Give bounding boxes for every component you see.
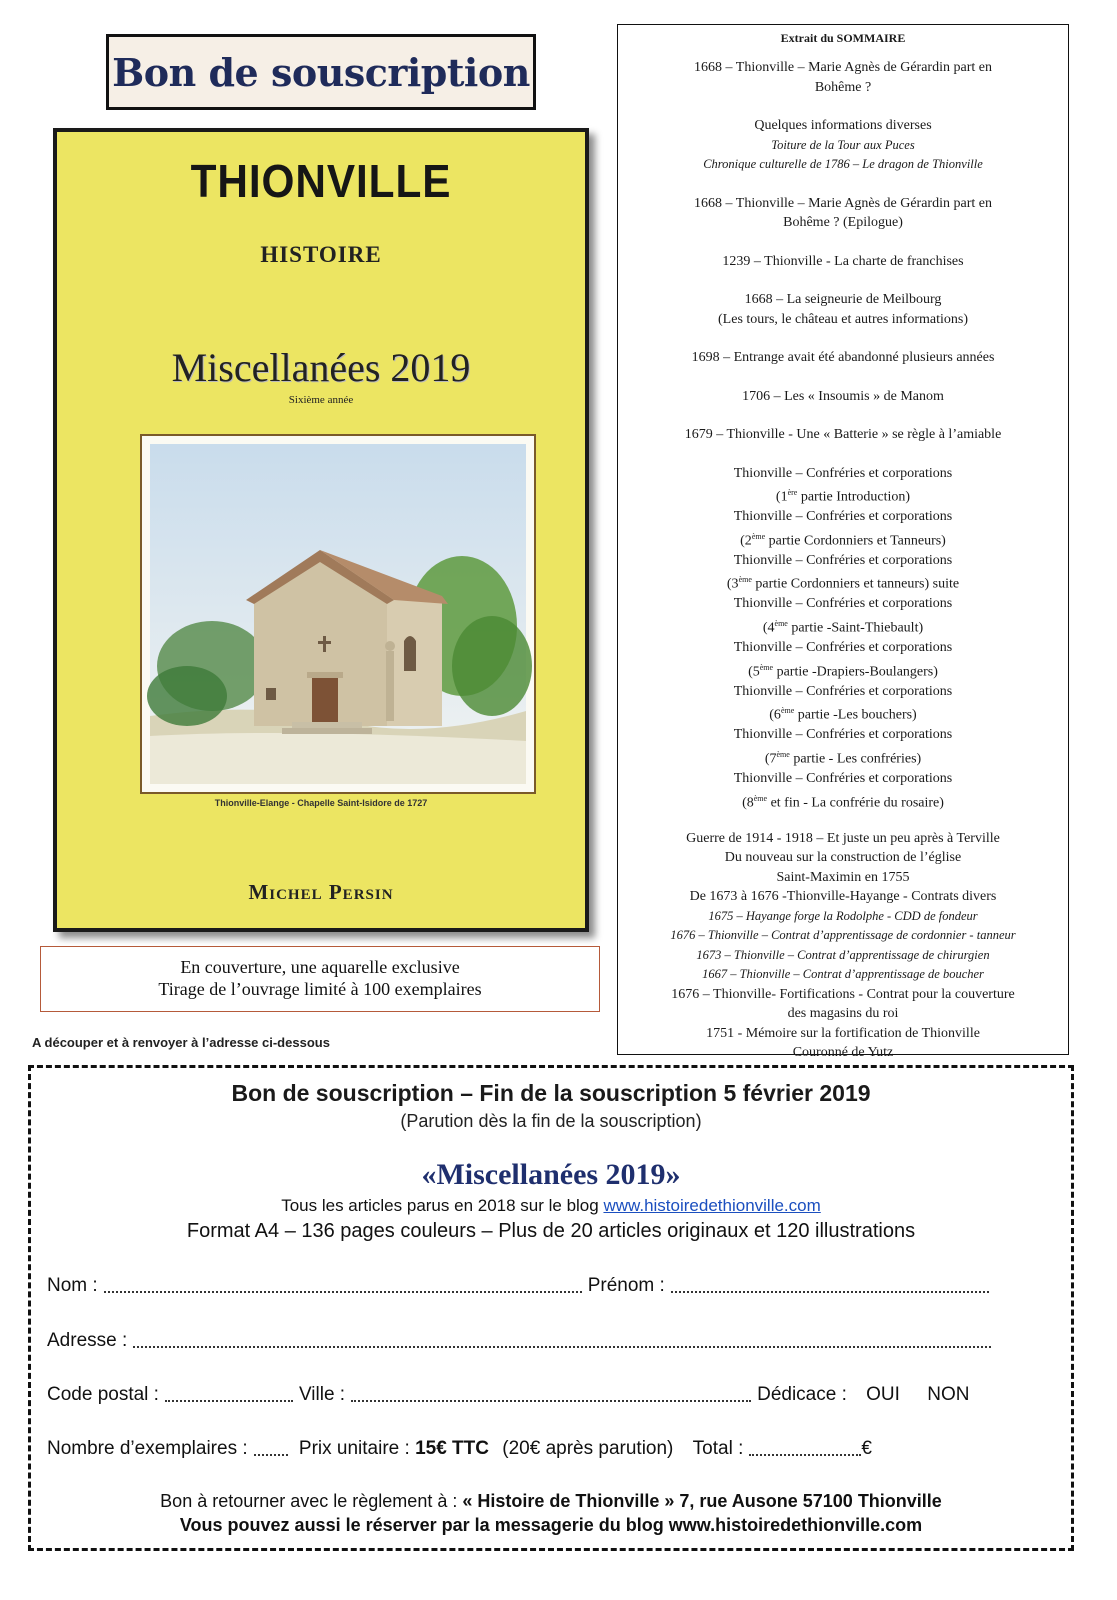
sommaire-entry: Thionville – Confréries et corporations <box>733 771 953 787</box>
code-postal-label: Code postal : <box>47 1384 159 1405</box>
note-line-1: En couverture, une aquarelle exclusive <box>180 957 460 977</box>
book-cover <box>53 128 589 932</box>
sommaire-entry: Thionville – Confréries et corporations <box>733 509 953 525</box>
cover-caption: Thionville-Elange - Chapelle Saint-Isidore de 1727 <box>214 798 428 808</box>
return-address: « Histoire de Thionville » 7, rue Ausone 57100 Thionville <box>462 1491 942 1511</box>
form-format-line: Format A4 – 136 pages couleurs – Plus de 20 articles originaux et 120 illustrations <box>186 1220 916 1242</box>
sommaire-entry: (2ème partie Cordonniers et Tanneurs) <box>740 531 946 549</box>
sommaire-entry: Bohême ? <box>814 79 872 95</box>
sommaire-entry: 1679 – Thionville - Une « Batterie » se règle à l’amiable <box>684 427 1002 442</box>
sommaire-entry: 1239 – Thionville - La charte de franchises <box>722 253 964 269</box>
sommaire-entry: Couronné de Yutz <box>792 1045 894 1061</box>
sommaire-entry: des magasins du roi <box>787 1006 899 1022</box>
nom-label: Nom : <box>47 1275 98 1296</box>
sommaire-entry: (1ère partie Introduction) <box>775 488 911 505</box>
row-quantity <box>47 1438 872 1460</box>
cover-author: Michel Persin <box>248 880 394 904</box>
cover-subtitle: HISTOIRE <box>260 242 382 267</box>
dedicace-oui-option[interactable]: OUI <box>866 1384 900 1405</box>
articles-text: Tous les articles parus en 2018 sur le blog <box>281 1196 604 1215</box>
prix-label: Prix unitaire : <box>298 1438 410 1459</box>
ville-field[interactable] <box>351 1384 751 1402</box>
sommaire-entry: De 1673 à 1676 -Thionville-Hayange - Contrats divers <box>689 889 997 905</box>
row-name <box>47 1275 995 1297</box>
sommaire-entry: (4ème partie -Saint-Thiebault) <box>762 618 924 636</box>
sommaire-entry: 1706 – Les « Insoumis » de Manom <box>742 388 944 404</box>
sommaire-entry: Thionville – Confréries et corporations <box>733 640 953 656</box>
prix-value: 15€ TTC <box>415 1438 489 1459</box>
adresse-label: Adresse : <box>47 1330 128 1351</box>
euro-sign: € <box>861 1438 872 1459</box>
title-box <box>106 34 536 110</box>
dedicace-label: Dédicace : <box>757 1384 847 1405</box>
sommaire-entry: Chronique culturelle de 1786 – Le dragon de Thionville <box>703 157 983 171</box>
nombre-field[interactable] <box>254 1438 288 1456</box>
nom-field[interactable] <box>104 1275 582 1293</box>
adresse-field[interactable] <box>133 1330 991 1348</box>
sommaire-entry: 1676 – Thionville – Contrat d’apprentissage de cordonnier - tanneur <box>670 928 1016 943</box>
sommaire-entry: 1667 – Thionville – Contrat d’apprentissage de boucher <box>702 967 984 982</box>
sommaire-entry: 1676 – Thionville- Fortifications - Contrat pour la couverture <box>671 986 1015 1002</box>
sommaire-box <box>617 24 1069 1061</box>
return-line <box>31 1491 1071 1512</box>
sommaire-entry: (7ème partie - Les confréries) <box>764 749 922 767</box>
form-heading: Bon de souscription – Fin de la souscription 5 février 2019 <box>231 1080 871 1106</box>
sommaire-entry: Thionville – Confréries et corporations <box>733 465 953 481</box>
form-book-title: «Miscellanées 2019» <box>421 1158 681 1191</box>
sommaire-entry: (3ème partie Cordonniers et tanneurs) suite <box>726 575 960 592</box>
blog-link[interactable]: www.histoiredethionville.com <box>603 1196 821 1215</box>
sommaire-entry: Quelques informations diverses <box>754 118 932 133</box>
sommaire-entry: 1668 – Thionville – Marie Agnès de Gérardin part en <box>694 195 992 211</box>
sommaire-entry: Toiture de la Tour aux Puces <box>771 137 915 152</box>
sommaire-entry: Saint-Maximin en 1755 <box>776 869 910 885</box>
reserve-line: Vous pouvez aussi le réserver par la messagerie du blog www.histoiredethionville.com <box>179 1515 923 1535</box>
subscription-form <box>28 1065 1074 1551</box>
sommaire-entry: (5ème partie -Drapiers-Boulangers) <box>748 662 938 680</box>
sommaire-entry: Thionville – Confréries et corporations <box>733 596 953 612</box>
ville-label: Ville : <box>298 1384 346 1405</box>
chapel-watercolor-image <box>140 434 536 794</box>
prenom-field[interactable] <box>671 1275 989 1293</box>
row-city <box>47 1384 969 1406</box>
note-line-2: Tirage de l’ouvrage limité à 100 exemplaires <box>158 979 482 999</box>
cover-note-box <box>40 946 600 1012</box>
total-label: Total : <box>692 1438 744 1459</box>
dedicace-non-option[interactable]: NON <box>927 1384 970 1405</box>
sommaire-entry: 1751 - Mémoire sur la fortification de Thionville <box>706 1025 980 1041</box>
cover-misc-title: Miscellanées 2019 <box>171 345 471 390</box>
sommaire-entry: Guerre de 1914 - 1918 – Et juste un peu après à Terville <box>686 830 1000 846</box>
nombre-label: Nombre d’exemplaires : <box>47 1438 248 1459</box>
sommaire-entry: Thionville – Confréries et corporations <box>733 683 953 699</box>
row-address <box>47 1330 997 1352</box>
sommaire-entry: 1673 – Thionville – Contrat d’apprentissage de chirurgien <box>696 947 990 962</box>
form-articles-line <box>31 1196 1071 1216</box>
total-field[interactable] <box>749 1438 861 1456</box>
sommaire-entry: Thionville – Confréries et corporations <box>733 552 953 568</box>
cover-year: Sixième année <box>288 394 354 406</box>
sommaire-entry: (6ème partie -Les bouchers) <box>769 706 917 723</box>
sommaire-entry: Du nouveau sur la construction de l’église <box>724 850 962 866</box>
sommaire-heading: Extrait du SOMMAIRE <box>780 31 906 45</box>
code-postal-field[interactable] <box>165 1384 293 1402</box>
cover-title: THIONVILLE <box>190 155 452 207</box>
sommaire-entry: (Les tours, le château et autres informations) <box>718 311 968 327</box>
cut-instruction: A découper et à renvoyer à l’adresse ci-dessous <box>32 1035 330 1050</box>
return-prefix: Bon à retourner avec le règlement à : <box>160 1491 463 1511</box>
sommaire-entry: Bohême ? (Epilogue) <box>783 215 903 230</box>
sommaire-entry: 1675 – Hayange forge la Rodolphe - CDD de fondeur <box>708 908 978 923</box>
prix-after: (20€ après parution) <box>502 1438 674 1459</box>
sommaire-entry: (8ème et fin - La confrérie du rosaire) <box>742 793 944 811</box>
sommaire-entry: 1668 – Thionville – Marie Agnès de Gérardin part en <box>694 60 992 75</box>
sommaire-entry: 1668 – La seigneurie de Meilbourg <box>744 292 942 307</box>
sommaire-entry: Thionville – Confréries et corporations <box>733 727 953 743</box>
prenom-label: Prénom : <box>587 1275 665 1296</box>
page-title: Bon de souscription <box>112 49 530 95</box>
form-subheading: (Parution dès la fin de la souscription) <box>400 1111 702 1131</box>
sommaire-entry: 1698 – Entrange avait été abandonné plusieurs années <box>691 350 995 365</box>
